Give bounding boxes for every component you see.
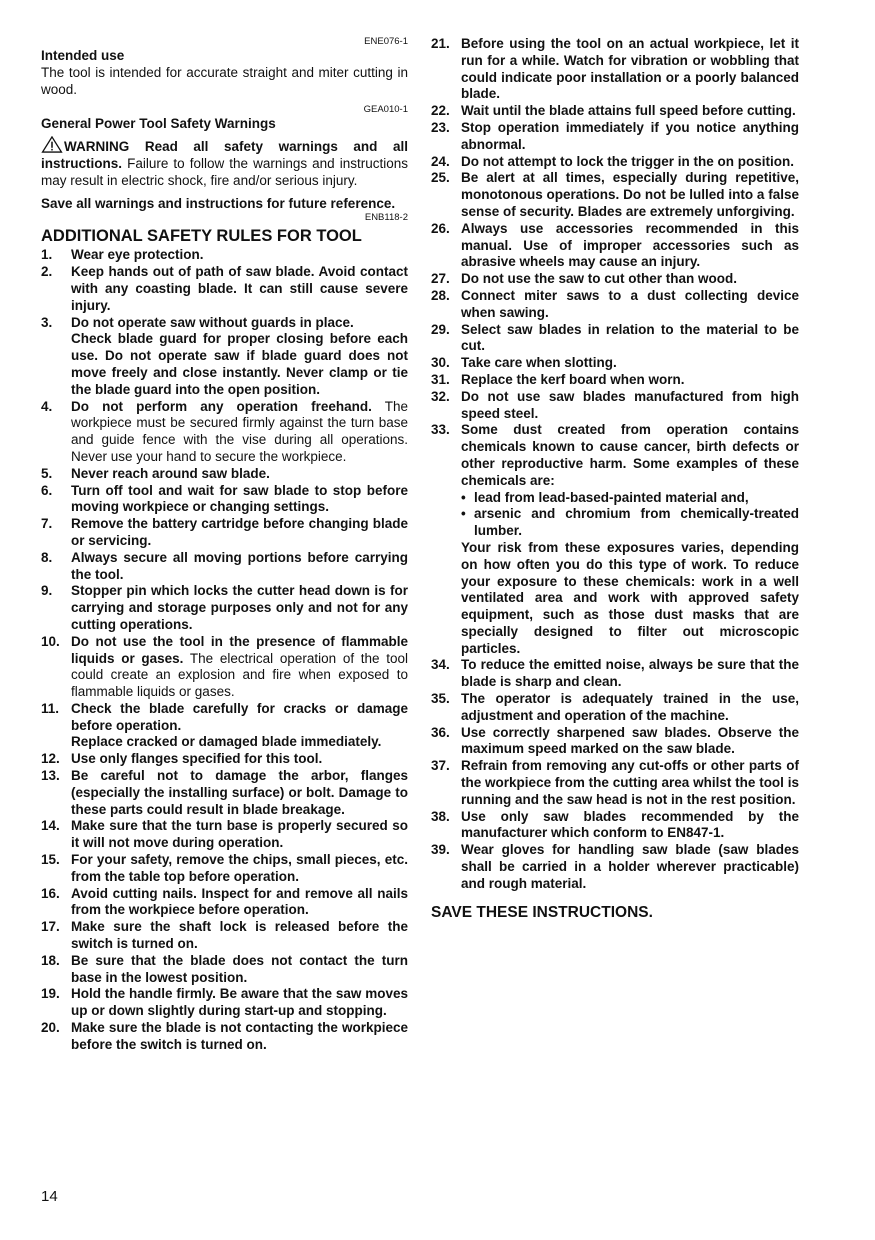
rule-number: 10. — [41, 633, 60, 649]
rule-number: 23. — [431, 119, 450, 135]
safety-rule — [431, 691, 799, 725]
safety-rule — [431, 103, 799, 120]
rule-bullet — [461, 506, 799, 540]
doc-code: ENE076-1 — [364, 36, 408, 47]
rule-number: 24. — [431, 153, 450, 169]
rule-text — [71, 818, 408, 852]
rule-number: 26. — [431, 220, 450, 236]
rule-bold-text: Be careful not to damage the arbor, flanges (especially the installing surface) or bolt. Damage to these parts could result in blade breakage. — [71, 768, 408, 817]
bullet-text: lead from lead-based-painted material and, — [474, 489, 749, 505]
rule-bold-text: Connect miter saws to a dust collecting device when sawing. — [461, 287, 799, 320]
rule-text — [71, 953, 408, 987]
safety-rule — [41, 751, 408, 768]
page-number: 14 — [41, 1188, 58, 1205]
rule-text — [71, 852, 408, 886]
safety-rule — [431, 170, 799, 220]
rule-number: 32. — [431, 388, 450, 404]
rule-number: 13. — [41, 768, 60, 784]
additional-safety-heading: ADDITIONAL SAFETY RULES FOR TOOL — [41, 227, 362, 246]
rule-number: 4. — [41, 398, 53, 414]
rule-text — [71, 634, 408, 701]
rule-number: 17. — [41, 919, 60, 935]
rule-text — [461, 389, 799, 423]
safety-rule — [431, 221, 799, 271]
rule-normal-text: The electrical operation of the tool could create an explosion and fire when exposed to flammable liquids or gases. — [71, 650, 409, 700]
save-all-warnings: Save all warnings and instructions for future reference. — [41, 195, 396, 211]
rule-text — [71, 399, 408, 466]
safety-rule — [431, 120, 799, 154]
rule-bold-text: Before using the tool on an actual workpiece, let it run for a while. Watch for vibration or wobbling that could indicate poor installation or a poorly balanced blade. — [461, 36, 799, 102]
rule-bold-text: Use only flanges specified for this tool. — [71, 751, 323, 767]
doc-code: GEA010-1 — [363, 104, 408, 116]
rule-text — [71, 550, 408, 584]
rule-text — [71, 516, 408, 550]
rules-list-left — [41, 247, 408, 1053]
safety-rule — [431, 154, 799, 171]
rule-bold-text: Do not use the tool in the presence of flammable liquids or gases. — [71, 633, 408, 666]
safety-rule — [41, 919, 408, 953]
rule-bold-text: Avoid cutting nails. Inspect for and remove all nails from the workpiece before operation. — [71, 885, 408, 918]
safety-rule — [41, 818, 408, 852]
rule-text — [71, 583, 408, 633]
rule-number: 8. — [41, 549, 53, 565]
rule-bold-text: Make sure that the turn base is properly secured so it will not move during operation. — [71, 818, 408, 851]
rule-bold-text: Stopper pin which locks the cutter head down is for carrying and storage purposes only and not for any cutting operations. — [71, 583, 408, 632]
rule-text — [461, 372, 799, 389]
rule-number: 25. — [431, 170, 450, 186]
rule-bold-text: Keep hands out of path of saw blade. Avoid contact with any coasting blade. It can still cause severe injury. — [71, 264, 408, 313]
safety-rule — [41, 634, 408, 701]
rule-text — [71, 247, 408, 264]
rule-text — [461, 154, 799, 171]
rule-bold-text: Do not perform any operation freehand. — [71, 398, 372, 414]
rule-bold-text: To reduce the emitted noise, always be sure that the blade is sharp and clean. — [461, 657, 799, 690]
rule-bold-text: Refrain from removing any cut-offs or other parts of the workpiece from the cutting area whilst the tool is running and the saw head is not in the rest position. — [461, 758, 799, 807]
rule-number: 11. — [41, 700, 60, 716]
rule-number: 12. — [41, 751, 60, 767]
rule-bold-text: Do not use saw blades manufactured from high speed steel. — [461, 388, 799, 421]
bullet-text: arsenic and chromium from chemically-treated lumber. — [474, 506, 799, 539]
rule-number: 39. — [431, 842, 450, 858]
rule-number: 3. — [41, 314, 53, 330]
rules-list-right — [431, 36, 799, 893]
rule-text — [71, 315, 408, 399]
rule-number: 2. — [41, 264, 53, 280]
rule-bold-text: Use only saw blades recommended by the manufacturer which conform to EN847-1. — [461, 808, 799, 841]
rule-number: 15. — [41, 852, 60, 868]
rule-bold-text: Check the blade carefully for cracks or damage before operation. — [71, 700, 408, 733]
rule-bold-text: Stop operation immediately if you notice anything abnormal. — [461, 119, 799, 152]
rule-bold-text: Turn off tool and wait for saw blade to stop before moving workpiece or changing settings. — [71, 482, 408, 515]
rule-text — [461, 725, 799, 759]
rule-bold-text: Make sure the shaft lock is released before the switch is turned on. — [71, 919, 408, 952]
rule-number: 21. — [431, 36, 450, 51]
rule-text — [461, 422, 799, 657]
rule-text — [71, 1020, 408, 1054]
safety-rule — [431, 758, 799, 808]
rule-normal-text: The workpiece must be secured firmly against the turn base and guide fence with the vise during all operations. Never use your hand to secure the workpiece. — [71, 398, 408, 464]
rule-text — [71, 264, 408, 314]
rule-number: 22. — [431, 103, 450, 119]
rule-bold-text: Make sure the blade is not contacting the workpiece before the switch is turned on. — [71, 1020, 408, 1052]
rule-number: 6. — [41, 482, 53, 498]
rule-text — [461, 657, 799, 691]
rule-bold-text: Hold the handle firmly. Be aware that the saw moves up or down slightly during start-up and stopping. — [71, 986, 408, 1019]
rule-text — [71, 919, 408, 953]
safety-rule — [41, 516, 408, 550]
rule-number: 14. — [41, 818, 60, 834]
rule-text — [461, 322, 799, 356]
rule-bold-text: Do not operate saw without guards in place. — [71, 314, 354, 330]
rule-bold-text: The operator is adequately trained in the use, adjustment and operation of the machine. — [461, 691, 799, 723]
rule-bold-text: Use correctly sharpened saw blades. Observe the maximum speed marked on the saw blade. — [461, 724, 799, 757]
rule-bold-text: Always use accessories recommended in this manual. Use of improper accessories such as abrasive wheels may cause an injury. — [461, 220, 799, 270]
rule-text — [461, 809, 799, 843]
safety-rule — [41, 953, 408, 987]
rule-bold-text: Do not use the saw to cut other than wood. — [461, 271, 737, 287]
safety-rule — [431, 809, 799, 843]
rule-subtext: Replace cracked or damaged blade immediately. — [71, 734, 382, 750]
rule-number: 29. — [431, 321, 450, 337]
rule-number: 9. — [41, 583, 53, 599]
rule-text — [461, 758, 799, 808]
rule-text — [461, 36, 799, 103]
safety-rule — [41, 1020, 408, 1054]
rule-text — [461, 355, 799, 372]
rule-bold-text: Replace the kerf board when worn. — [461, 371, 685, 387]
rule-bold-text: Select saw blades in relation to the material to be cut. — [461, 321, 799, 354]
left-column — [41, 36, 408, 1054]
rule-text — [461, 691, 799, 725]
rule-number: 36. — [431, 724, 450, 740]
rule-bold-text: Be alert at all times, especially during repetitive, monotonous operations. Do not be lulled into a false sense of security. Blades are extremely unforgiving. — [461, 170, 799, 219]
safety-rule — [431, 355, 799, 372]
rule-bold-text: Wear eye protection. — [71, 247, 204, 263]
rule-number: 18. — [41, 952, 60, 968]
safety-rule — [431, 288, 799, 322]
rule-number: 34. — [431, 657, 450, 673]
rule-number: 20. — [41, 1020, 60, 1036]
rule-text — [71, 886, 408, 920]
rule-number: 30. — [431, 355, 450, 371]
safety-rule — [41, 483, 408, 517]
rule-number: 7. — [41, 516, 53, 532]
rule-bold-text: Some dust created from operation contains chemicals known to cause cancer, birth defects or other reproductive harm. Some examples of these chemicals are: — [461, 422, 799, 488]
safety-rule — [431, 842, 799, 892]
rule-bold-text: Wear gloves for handling saw blade (saw blades shall be carried in a holder wherever practicable) and rough material. — [461, 842, 799, 891]
safety-rule — [41, 986, 408, 1020]
safety-rule — [41, 852, 408, 886]
safety-rule — [431, 389, 799, 423]
rule-subtext: Your risk from these exposures varies, depending on how often you do this type of work. To reduce your exposure to these chemicals: work in a well ventilated area and work with approved safety equipment, such as those dust masks that are specially designed to filter out microscopic particles. — [461, 539, 799, 656]
rule-bold-text: Wait until the blade attains full speed before cutting. — [461, 103, 796, 119]
rule-bold-text: Remove the battery cartridge before changing blade or servicing. — [71, 516, 408, 548]
safety-rule — [41, 264, 408, 314]
rule-subtext: Check blade guard for proper closing before each use. Do not operate saw if blade guard does not move freely and close instantly. Never clamp or tie the blade guard into the open position. — [71, 331, 408, 397]
rule-number: 38. — [431, 808, 450, 824]
rule-text — [71, 751, 408, 768]
bullet-dot: • — [461, 506, 466, 522]
general-warnings-heading: General Power Tool Safety Warnings — [41, 116, 276, 132]
safety-rule — [431, 422, 799, 657]
warning-text: Failure to follow the warnings and instructions may result in electric shock, fire and/or serious injury. — [41, 155, 408, 188]
rule-text — [71, 986, 408, 1020]
rule-number: 35. — [431, 691, 450, 707]
rule-text — [461, 221, 799, 271]
rule-text — [461, 170, 799, 220]
intended-use-text: The tool is intended for accurate straight and miter cutting in wood. — [41, 64, 408, 97]
safety-rule — [41, 768, 408, 818]
safety-rule — [41, 466, 408, 483]
warning-bold-text: WARNING Read all safety warnings and all instructions. — [41, 139, 408, 171]
rule-bold-text: Do not attempt to lock the trigger in the on position. — [461, 153, 794, 169]
safety-rule — [431, 657, 799, 691]
safety-rule — [431, 36, 799, 103]
safety-rule — [431, 372, 799, 389]
doc-code: ENB118-2 — [364, 212, 408, 224]
rule-bold-text: For your safety, remove the chips, small pieces, etc. from the table top before operation. — [71, 852, 408, 884]
rule-text — [71, 483, 408, 517]
rule-text — [71, 768, 408, 818]
safety-rule — [41, 583, 408, 633]
rule-bullet — [461, 490, 799, 507]
rule-number: 27. — [431, 271, 450, 287]
rule-number: 1. — [41, 247, 53, 263]
warning-paragraph — [41, 136, 408, 189]
rule-number: 28. — [431, 287, 450, 303]
rule-text — [461, 103, 799, 120]
warning-triangle-icon — [41, 136, 63, 153]
rule-number: 5. — [41, 465, 53, 481]
save-instructions: SAVE THESE INSTRUCTIONS. — [431, 903, 653, 921]
rule-bold-text: Be sure that the blade does not contact the turn base in the lowest position. — [71, 952, 408, 985]
safety-rule — [431, 725, 799, 759]
bullet-dot: • — [461, 489, 466, 505]
right-column — [431, 36, 799, 922]
rule-bold-text: Always secure all moving portions before carrying the tool. — [71, 549, 408, 582]
rule-number: 33. — [431, 422, 450, 438]
safety-rule — [431, 271, 799, 288]
rule-text — [71, 466, 408, 483]
rule-number: 31. — [431, 371, 450, 387]
rule-text — [461, 842, 799, 892]
rule-number: 19. — [41, 986, 60, 1002]
safety-rule — [41, 886, 408, 920]
rule-text — [71, 701, 408, 751]
rule-bold-text: Never reach around saw blade. — [71, 465, 270, 481]
safety-rule — [41, 247, 408, 264]
safety-rule — [41, 399, 408, 466]
rule-bold-text: Take care when slotting. — [461, 355, 617, 371]
safety-rule — [431, 322, 799, 356]
rule-text — [461, 120, 799, 154]
safety-rule — [41, 701, 408, 751]
safety-rule — [41, 550, 408, 584]
intended-use-heading: Intended use — [41, 48, 125, 63]
rule-text — [461, 288, 799, 322]
safety-rule — [41, 315, 408, 399]
rule-number: 37. — [431, 758, 450, 774]
rule-number: 16. — [41, 885, 60, 901]
rule-text — [461, 271, 799, 288]
